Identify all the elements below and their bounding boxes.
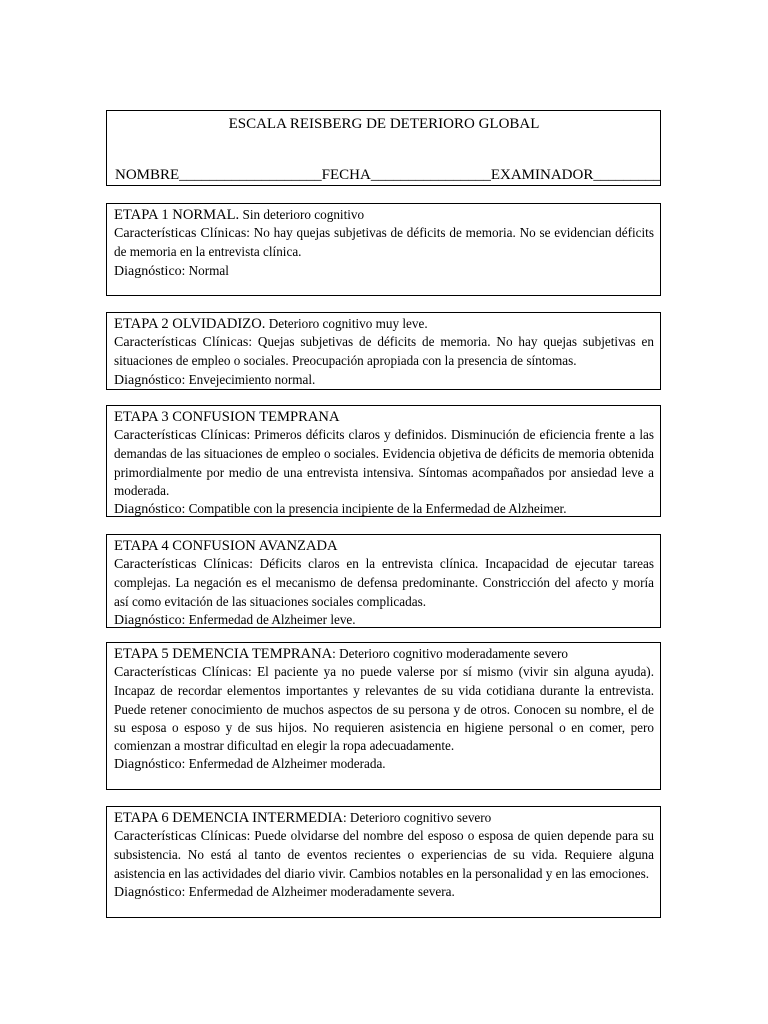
stage-3-diagnosis-text: : Compatible con la presencia incipiente de la Enfermedad de Alzheimer. [181,501,567,517]
stage-4-title-line [114,537,654,555]
stage-3-title-line [114,408,654,426]
stage-2-diagnosis [114,371,654,390]
stage-1-heading: ETAPA 1 NORMAL [114,207,236,223]
stage-5-diagnosis [114,755,654,774]
stage-1-diagnosis [114,262,654,281]
stage-2-diagnosis-text: : Envejecimiento normal. [181,371,316,387]
document-title: ESCALA REISBERG DE DETERIORO GLOBAL [228,116,540,132]
stage-4-heading: ETAPA 4 CONFUSION AVANZADA [114,538,338,554]
stage-6-heading: ETAPA 6 DEMENCIA INTERMEDIA [114,810,343,826]
stage-6-diagnosis-text: : Enfermedad de Alzheimer moderadamente severa. [181,883,455,899]
stage-1-subtitle: Sin deterioro cognitivo [239,207,365,222]
stage-5-title-line [114,645,654,663]
stage-5-box [106,642,661,790]
stage-6-diagnosis [114,883,654,902]
stage-6-clinical-text: : Puede olvidarse del nombre del esposo o esposa de quien depende para su subsistencia. No está al tanto de eventos recientes o experiencias de su vida. Requiere alguna asistencia en las actividades del diario vivir. Cambios notables en la personalidad y en las emociones. [114,828,654,881]
stage-5-clinical [114,663,654,755]
stage-1-diagnosis-text: : Normal [181,262,229,278]
stage-5-clinical-text: : El paciente ya no puede valerse por sí mismo (vivir sin alguna ayuda). Incapaz de recordar elementos importantes y relevantes de su vida cotidiana durante la entrevista. Puede retener conocimiento de muchos aspectos de su persona y de otros. Conocen su nombre, el de su esposa o esposo y de sus hijos. No requieren asistencia en higiene personal o en comer, pero comienzan a mostrar dificultad en elegir la ropa adecuadamente. [114,664,654,754]
clinical-label: Características Clínicas [114,829,247,845]
stage-1-clinical-text: : No hay quejas subjetivas de déficits de memoria. No se evidencian déficits de memoria en la entrevista clínica. [114,225,654,260]
stage-4-diagnosis [114,611,654,630]
stage-3-clinical-text: : Primeros déficits claros y definidos. Disminución de eficiencia frente a las demandas de las situaciones de empleo o sociales. Evidencia objetiva de déficits de memoria obtenida primordialmente por medio de una entrevista intensiva. Síntomas acompañados por ansiedad leve a moderada. [114,427,654,498]
stage-1-heading-suffix: . [235,207,240,223]
stage-3-box [106,405,661,517]
stage-2-subtitle: Deterioro cognitivo muy leve. [265,316,428,331]
stage-6-subtitle: : Deterioro cognitivo severo [342,810,492,825]
stage-5-subtitle: : Deterioro cognitivo moderadamente severo [332,646,568,661]
form-fields-line: NOMBRE___________________FECHA________________EXAMINADOR_________ [115,167,661,183]
stage-6-clinical [114,827,654,883]
stage-3-diagnosis [114,500,654,519]
diagnosis-label: Diagnóstico [114,502,182,518]
stage-4-clinical-text: : Déficits claros en la entrevista clínica. Incapacidad de ejecutar tareas complejas. La negación es el mecanismo de defensa predominante. Constricción del afecto y moría así como evitación de las situaciones sociales complicadas. [114,556,654,609]
stage-3-heading: ETAPA 3 CONFUSION TEMPRANA [114,409,340,425]
stage-2-box [106,312,661,390]
clinical-label: Características Clínicas [114,226,247,242]
header-box [106,110,661,186]
stage-6-box [106,806,661,918]
stage-6-title-line [114,809,654,827]
stage-5-heading: ETAPA 5 DEMENCIA TEMPRANA [114,646,333,662]
stage-1-clinical [114,224,654,261]
diagnosis-label: Diagnóstico [114,884,182,900]
stage-4-box [106,534,661,628]
stage-2-clinical-text: : Quejas subjetivas de déficits de memoria. No hay quejas subjetivas en situaciones de empleo o sociales. Preocupación apropiada con la presencia de síntomas. [114,334,654,369]
clinical-label: Características Clínicas [114,428,247,444]
clinical-label: Características Clínicas [114,335,249,351]
stage-2-title-line [114,315,654,333]
clinical-label: Características Clínicas [114,665,248,681]
stage-4-diagnosis-text: : Enfermedad de Alzheimer leve. [181,611,356,627]
diagnosis-label: Diagnóstico [114,372,182,388]
diagnosis-label: Diagnóstico [114,757,182,773]
stage-4-clinical [114,555,654,611]
stage-2-heading: ETAPA 2 OLVIDADIZO. [114,316,266,332]
stage-5-diagnosis-text: : Enfermedad de Alzheimer moderada. [181,756,386,772]
stage-1-title-line [114,206,654,224]
stage-1-box [106,203,661,296]
diagnosis-label: Diagnóstico [114,612,182,628]
diagnosis-label: Diagnóstico [114,263,182,279]
stage-2-clinical [114,333,654,370]
stage-3-clinical [114,426,654,500]
clinical-label: Características Clínicas [114,557,250,573]
